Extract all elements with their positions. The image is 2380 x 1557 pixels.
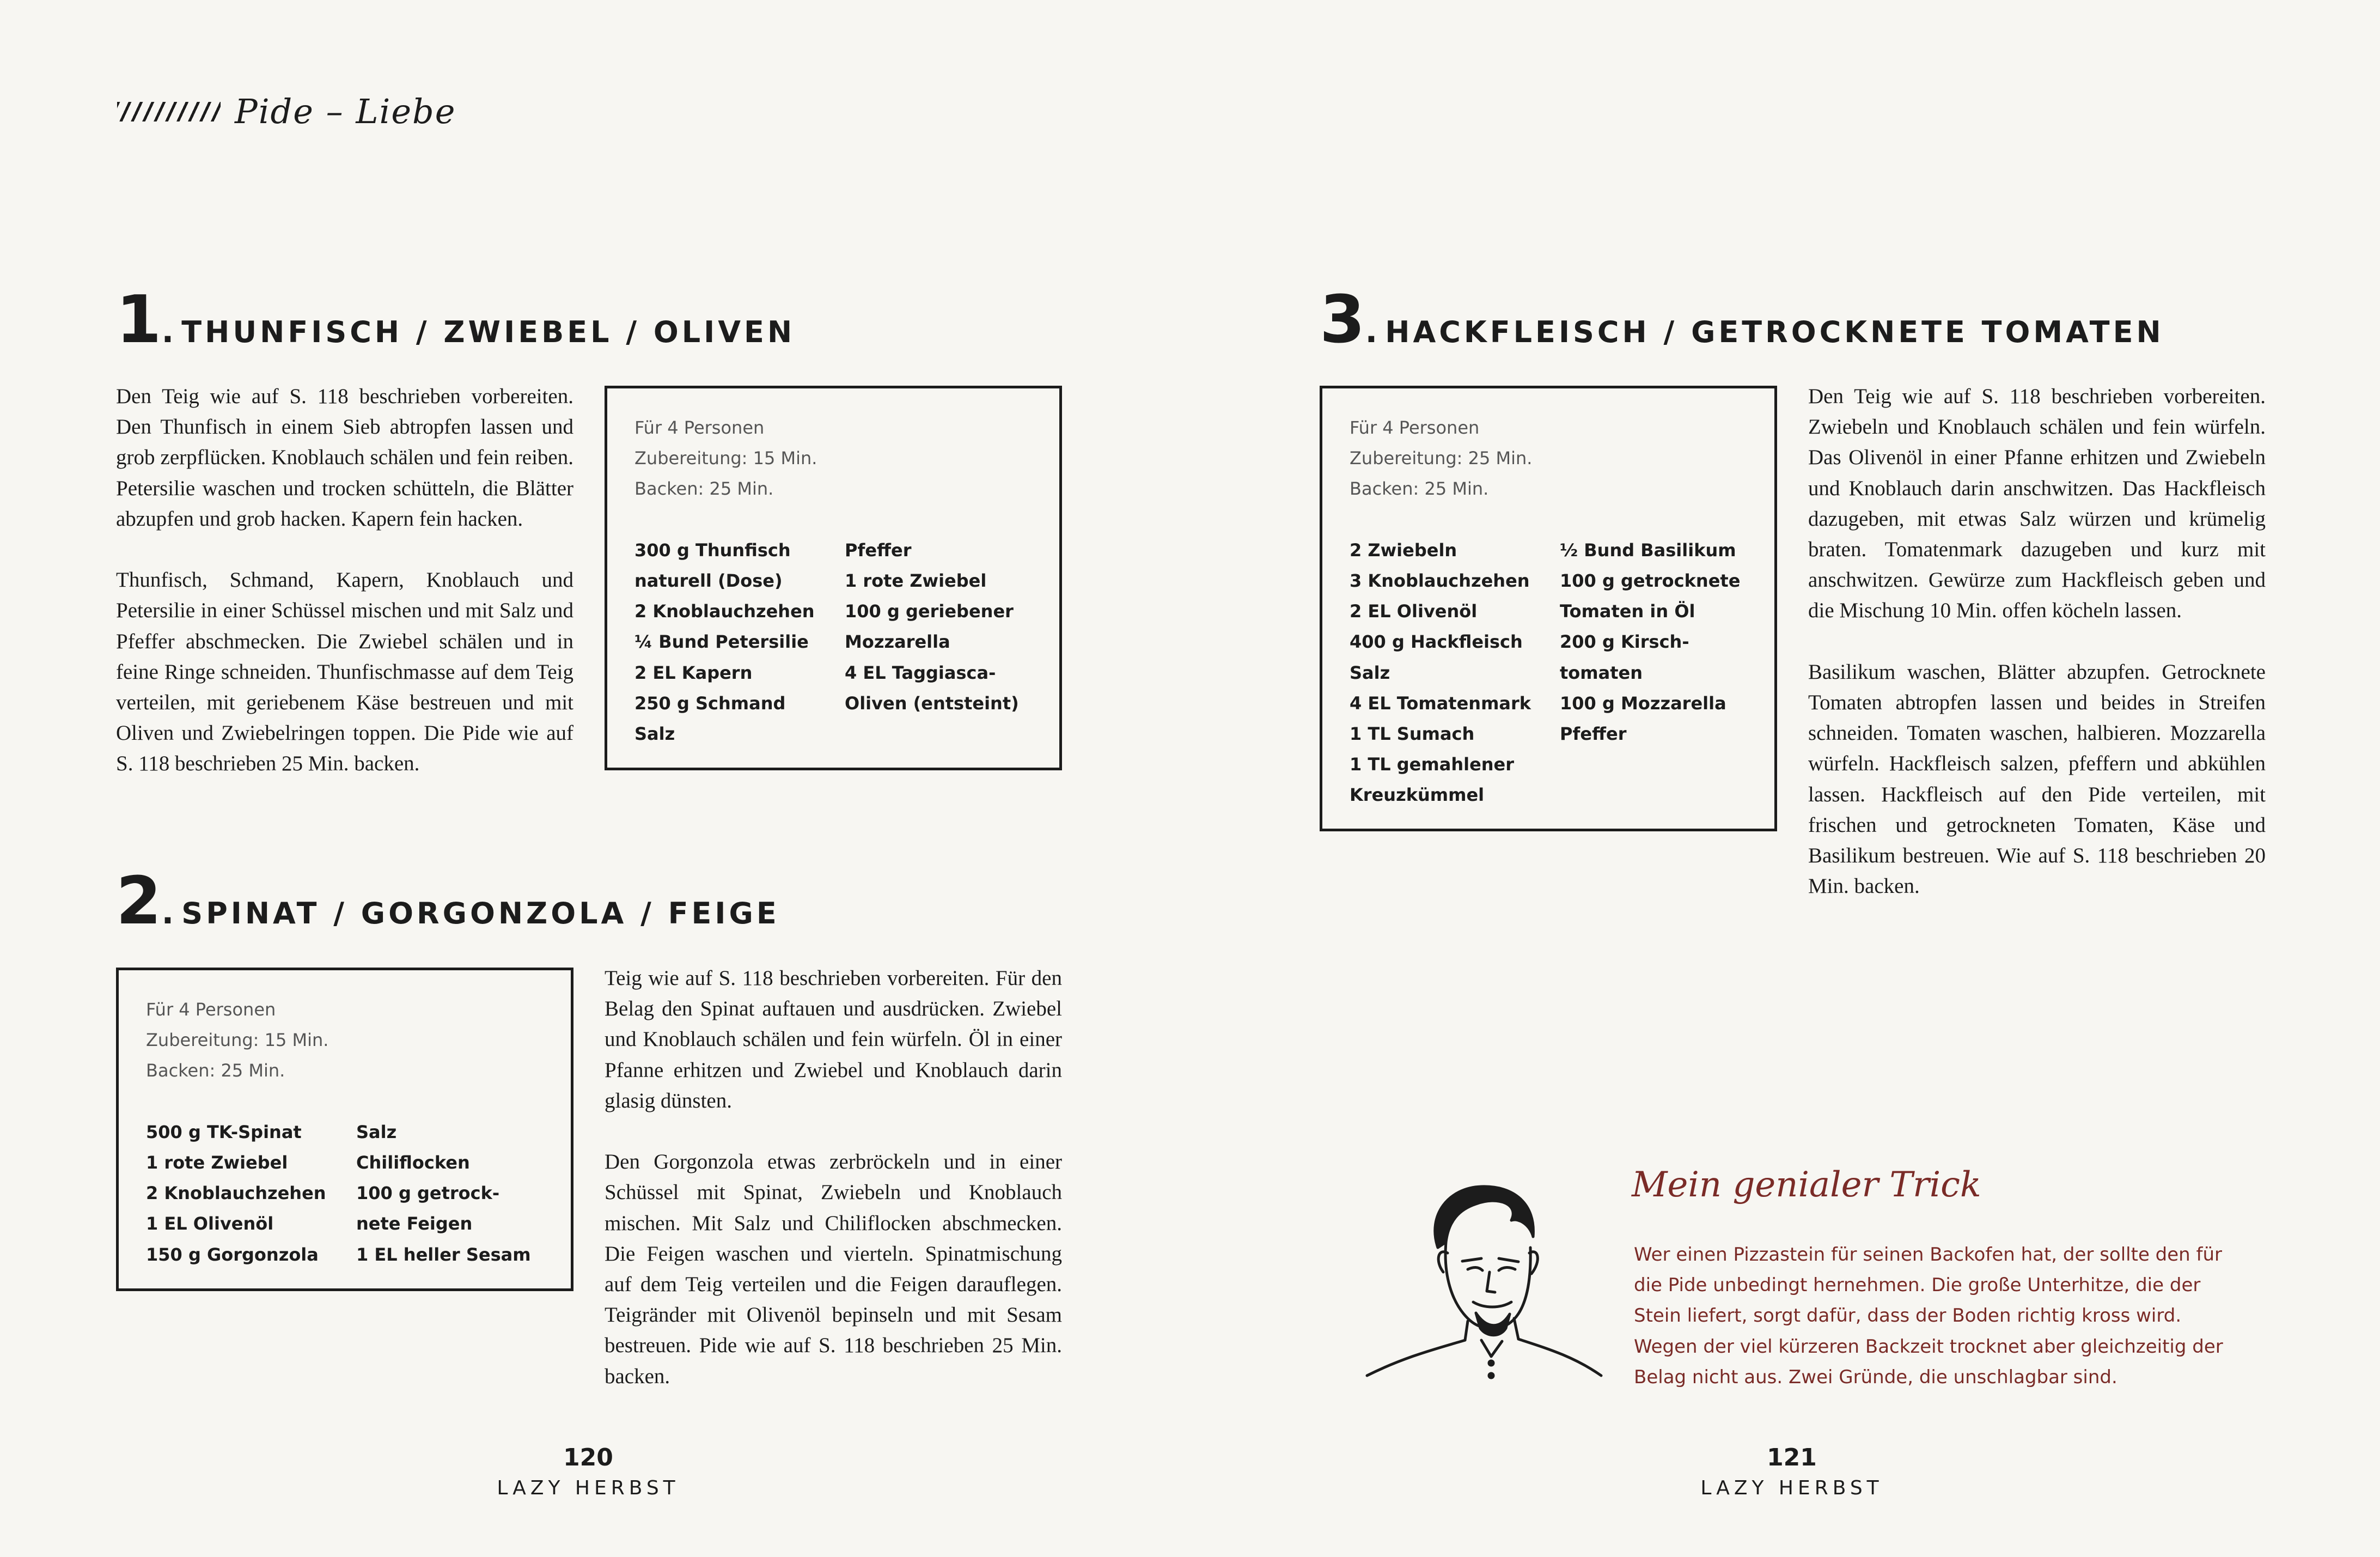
ingredient: 1 EL heller Sesam — [356, 1244, 531, 1265]
recipe-1-paragraph-2: Thunfisch, Schmand, Kapern, Knoblauch und Petersilie in einer Schüssel mischen und mit Salz und Pfeffer abschmecken. Die Zwiebel schälen und in feine Ringe schneiden. Thunfischmasse auf dem Teig verteilen, mit geriebenem Käse bestreuen und mit Oliven und Zwiebelringen toppen. Die Pide wie auf S. 118 beschrieben 25 Min. backen. — [116, 568, 573, 776]
ingredient: 100 g getrock- — [356, 1183, 500, 1204]
left-page-footer — [479, 1444, 697, 1499]
ingredient: 150 g Gorgonzola — [146, 1244, 319, 1265]
tip-title: Mein genialer Trick — [1632, 1165, 1981, 1205]
ingredient-column-left — [1350, 535, 1560, 811]
recipe-3-title: HACKFLEISCH / GETROCKNETE TOMATEN — [1385, 315, 2164, 349]
running-head — [117, 92, 456, 131]
ingredient: 4 EL Tomatenmark — [1350, 692, 1531, 714]
ingredient: nete Feigen — [356, 1213, 473, 1234]
recipe-3-meta — [1350, 412, 1747, 504]
recipe-2-ingredients-box — [116, 968, 573, 1291]
recipe-2-title: SPINAT / GORGONZOLA / FEIGE — [181, 896, 780, 930]
recipe-3-paragraph-2: Basilikum waschen, Blätter abzupfen. Getrocknete Tomaten abtropfen lassen und beides in Streifen schneiden. Tomaten waschen, halbieren. Mozzarella würfeln. Hackfleisch salzen, pfeffern und abkühlen lassen. Hackfleisch auf den Pide verteilen, mit frischen und getrockneten Tomaten, Käse und Basilikum bestreuen. Wie auf S. 118 beschrieben 20 Min. backen. — [1808, 660, 2266, 898]
recipe-1-number: 1 — [116, 282, 162, 358]
bake-time: Backen: 25 Min. — [146, 1060, 285, 1081]
recipe-3-instructions — [1808, 381, 2266, 902]
ingredient: Chiliflocken — [356, 1152, 470, 1173]
ingredient: ½ Bund Basilikum — [1560, 539, 1736, 561]
recipe-3-ingredient-list — [1350, 535, 1747, 811]
prep-time: Zubereitung: 25 Min. — [1350, 448, 1533, 469]
ingredient: 3 Knoblauchzehen — [1350, 570, 1530, 591]
recipe-2-instructions — [605, 963, 1062, 1392]
right-chapter-name: LAZY HERBST — [1700, 1477, 1883, 1499]
ingredient: 100 g Mozzarella — [1560, 692, 1726, 714]
recipe-3-paragraph-1: Den Teig wie auf S. 118 beschrieben vorbereiten. Zwiebeln und Knoblauch schälen und fein würfeln. Das Olivenöl in einer Pfanne erhitzen und Zwiebeln und Knoblauch darin anschwitzen. Das Hackfleisch dazugeben, mit etwas Salz würzen und krümelig braten. Tomatenmark dazugeben und kurz mit anschwitzen. Gewürze zum Hackfleisch geben und die Mischung 10 Min. offen köcheln lassen. — [1808, 385, 2266, 623]
ingredient: 500 g TK-Spinat — [146, 1121, 302, 1142]
recipe-2-paragraph-2: Den Gorgonzola etwas zerbröckeln und in einer Schüssel mit Spinat, Zwiebeln und Knoblauch mischen. Mit Salz und Chiliflocken abschmecken. Die Feigen waschen und vierteln. Spinatmischung auf dem Teig verteilen und die Feigen darauflegen. Teigränder mit Olivenöl bepinseln und mit Sesam bestreuen. Pide wie auf S. 118 beschrieben 25 Min. backen. — [605, 1150, 1062, 1388]
recipe-2-ingredient-list — [146, 1117, 544, 1270]
hatch-ornament — [117, 102, 221, 121]
bake-time: Backen: 25 Min. — [1350, 478, 1489, 500]
ingredient: 2 Zwiebeln — [1350, 539, 1457, 561]
ingredient: Salz — [634, 723, 675, 745]
ingredient: 1 rote Zwiebel — [845, 570, 987, 591]
ingredient: 2 Knoblauchzehen — [634, 601, 815, 622]
ingredient: Pfeffer — [845, 539, 912, 561]
recipe-1-ingredients-box — [605, 386, 1062, 770]
tip-text: Wer einen Pizzastein für seinen Backofen hat, der sollte den für die Pide unbedingt hernehmen. Die große Unterhitze, die der Stein liefert, sorgt dafür, dass der Boden richtig kross wird. Wegen der viel kürzeren Backzeit trocknet aber gleichzeitig der Belag nicht aus. Zwei Gründe, die unschlagbar sind. — [1634, 1244, 2223, 1388]
ingredient: Salz — [1350, 662, 1390, 683]
ingredient: 300 g Thunfisch — [634, 539, 791, 561]
recipe-1-meta — [634, 412, 1032, 504]
ingredient: Pfeffer — [1560, 723, 1627, 745]
ingredient: 2 Knoblauchzehen — [146, 1183, 326, 1204]
recipe-2-heading: 2 . SPINAT / GORGONZOLA / FEIGE — [116, 863, 780, 939]
running-head-title: Pide – Liebe — [235, 92, 456, 131]
recipe-1-ingredient-list — [634, 535, 1032, 749]
ingredient: Kreuzkümmel — [1350, 784, 1485, 806]
ingredient: 100 g getrocknete — [1560, 570, 1741, 591]
right-page-footer — [1683, 1444, 1901, 1499]
recipe-1-heading: 1 . THUNFISCH / ZWIEBEL / OLIVEN — [116, 282, 796, 358]
ingredient-column-right — [845, 535, 1019, 749]
recipe-3-heading: 3 . HACKFLEISCH / GETROCKNETE TOMATEN — [1320, 282, 2164, 358]
ingredient: 4 EL Taggiasca- — [845, 662, 996, 683]
prep-time: Zubereitung: 15 Min. — [146, 1030, 329, 1051]
ingredient: 200 g Kirsch- — [1560, 631, 1689, 653]
right-page-number: 121 — [1767, 1444, 1817, 1471]
recipe-3-ingredients-box — [1320, 386, 1777, 831]
recipe-1-title: THUNFISCH / ZWIEBEL / OLIVEN — [181, 315, 796, 349]
ingredient-column-left — [146, 1117, 356, 1270]
ingredient-column-left — [634, 535, 845, 749]
recipe-3-number: 3 — [1320, 282, 1365, 358]
ingredient: 1 rote Zwiebel — [146, 1152, 288, 1173]
recipe-2-meta — [146, 994, 544, 1086]
ingredient-column-right — [1560, 535, 1740, 811]
ingredient: 2 EL Olivenöl — [1350, 601, 1478, 622]
bake-time: Backen: 25 Min. — [634, 478, 774, 500]
ingredient: 400 g Hackfleisch — [1350, 631, 1523, 653]
ingredient: Tomaten in Öl — [1560, 601, 1695, 622]
prep-time: Zubereitung: 15 Min. — [634, 448, 817, 469]
ingredient: tomaten — [1560, 662, 1643, 683]
chef-portrait-illustration — [1356, 1166, 1607, 1384]
servings: Für 4 Personen — [1350, 417, 1480, 438]
ingredient: 100 g geriebener — [845, 601, 1014, 622]
recipe-1-paragraph-1: Den Teig wie auf S. 118 beschrieben vorbereiten. Den Thunfisch in einem Sieb abtropfen lassen und grob zerpflücken. Knoblauch schälen und fein reiben. Petersilie waschen und trocken schütteln, die Blätter abzupfen und grob hacken. Kapern fein hacken. — [116, 385, 573, 531]
ingredient: 1 EL Olivenöl — [146, 1213, 274, 1234]
recipe-1-instructions — [116, 381, 573, 780]
ingredient: 2 EL Kapern — [634, 662, 753, 683]
servings: Für 4 Personen — [634, 417, 765, 438]
left-page-number: 120 — [563, 1444, 613, 1471]
ingredient: Oliven (entsteint) — [845, 692, 1019, 714]
servings: Für 4 Personen — [146, 999, 276, 1020]
ingredient: 250 g Schmand — [634, 692, 786, 714]
ingredient: Salz — [356, 1121, 397, 1142]
ingredient-column-right — [356, 1117, 531, 1270]
recipe-2-paragraph-1: Teig wie auf S. 118 beschrieben vorbereiten. Für den Belag den Spinat auftauen und ausdrücken. Zwiebel und Knoblauch schälen und fein würfeln. Öl in einer Pfanne erhitzen und Zwiebel und Knoblauch darin glasig dünsten. — [605, 966, 1062, 1112]
left-chapter-name: LAZY HERBST — [497, 1477, 680, 1499]
ingredient: ¼ Bund Petersilie — [634, 631, 809, 653]
ingredient: 1 TL Sumach — [1350, 723, 1475, 745]
recipe-2-number: 2 — [116, 863, 162, 939]
ingredient: Mozzarella — [845, 631, 950, 653]
ingredient: naturell (Dose) — [634, 570, 783, 591]
ingredient: 1 TL gemahlener — [1350, 754, 1515, 775]
